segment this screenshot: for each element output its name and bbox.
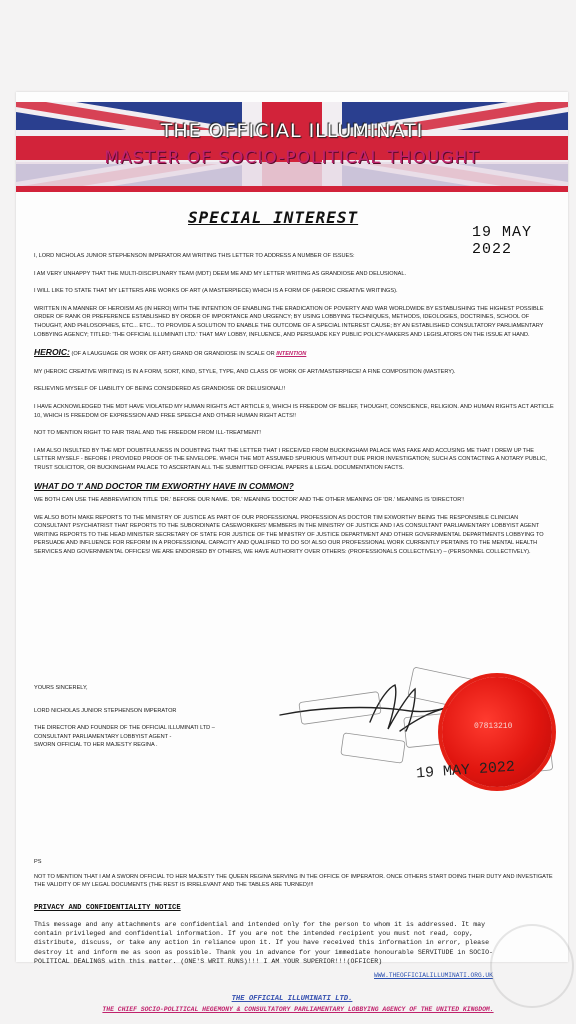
union-jack-graphic (16, 102, 568, 192)
letter-body (34, 252, 554, 566)
intention-link[interactable]: INTENTION (276, 351, 307, 358)
union-jack-banner (16, 102, 568, 192)
banner-title: THE OFFICIAL ILLUMINATI (160, 120, 424, 142)
paragraph: WE BOTH CAN USE THE ABBREVIATION TITLE 'DR.' BEFORE OUR NAME. 'DR.' MEANING 'DOCTOR' AND THE OTHER MEANING OF 'DR.' MEANING IS 'DIRECTOR'! (34, 497, 464, 504)
footer-company: THE OFFICIAL ILLUMINATI LTD. (231, 995, 353, 1003)
banner-subtitle: MASTER OF SOCIO-POLITICAL THOUGHT (104, 148, 480, 168)
date-stamp: 19 MAY 2022 (415, 758, 516, 783)
signatory-role: SWORN OFFICIAL TO HER MAJESTY REGINA . (34, 742, 158, 749)
letter-page (16, 92, 568, 1013)
section-heading: WHAT DO 'I' AND DOCTOR TIM EXWORTHY HAVE IN COMMON? (34, 480, 294, 491)
paragraph: I, LORD NICHOLAS JUNIOR STEPHENSON IMPERATOR AM WRITING THIS LETTER TO ADDRESS A NUMBER OF ISSUES: (34, 253, 355, 259)
privacy-notice: This message and any attachments are confidential and intended only for the person to whom it is addressed. It may contain privileged and confidential information. If you are not the intended recipient you must not read, copy, distribute, discuss, or take any action in reliance upon it. If you have received this information in error, please destroy it and inform me as soon as possible. Thank you in advance for your immediate honourable SERVITUDE in SOCIO-POLITICAL DEALINGS with this matter. (ONE'S WRIT RUNS)!!! I AM YOUR SUPERIOR!!!(OFFICER) (34, 921, 493, 965)
ps-label: PS (34, 859, 42, 865)
paragraph: RELIEVING MYSELF OF LIABILITY OF BEING CONSIDERED AS GRANDIOSE OR DELUSIONAL!! (34, 386, 286, 393)
paragraph: I AM VERY UNHAPPY THAT THE MULTI-DISCIPLINARY TEAM (MDT) DEEM ME AND MY LETTER WRITING AS GRANDIOSE AND DELUSIONAL. (34, 270, 407, 277)
paragraph: NOT TO MENTION RIGHT TO FAIR TRIAL AND THE FREEDOM FROM ILL-TREATMENT! (34, 430, 261, 437)
paragraph: I WILL LIKE TO STATE THAT MY LETTERS ARE WORKS OF ART (A MASTERPIECE) WHICH IS A FORM OF (HEROIC CREATIVE WRITINGS). (34, 288, 398, 295)
paragraph: WRITTEN IN A MANNER OF HEROISM AS (IN HERO) WITH THE INTENTION OF ENABLING THE ERADICATION OF POVERTY AND WAR WORLDWIDE BY ESTABLISHING THE HIGHEST POSSIBLE ORDER OF RANK OR PREFERENCE ESTABLISHED BY ORDER OF IMPORTANCE AND URGENCY; BY USING LOBBYING TECHNIQUES, METHODS, IDEOLOGIES, DOCTRINES, SCHOOL OF THOUGHT, AND PHILOSOPHIES, ETC... ETC... TO PROVIDE A SOLUTION TO ENABLE THE OUTCOME OF A SPECIAL INTEREST CAUSE; BY AN ESTABLISHED CONSULTATORY PARLIAMENTARY LOBBYING AGENCY; TITLED: 'THE OFFICIAL ILLUMINATI LTD.' THAT MAY LOBBY, INFLUENCE, AND PERSUADE KEY PUBLIC POLICY-MAKERS AND LEGISLATORS ON THE ISSUE AT HAND. (34, 305, 544, 338)
paragraph: I HAVE ACKNOWLEDGED THE MDT HAVE VIOLATED MY HUMAN RIGHTS ACT ARTICLE 9, WHICH IS FREEDOM OF BELIEF, THOUGHT, CONSCIENCE, RELIGION. AND HUMAN RIGHTS ACT ARTICLE 10, WHICH IS FREEDOM OF EXPRESSION AND FREE SPEECH! AND OTHER HUMAN RIGHT ACTS!! (34, 403, 554, 419)
seal-code: 07813210 (474, 722, 513, 731)
ps-text: NOT TO MENTION THAT I AM A SWORN OFFICIAL TO HER MAJESTY THE QUEEN REGINA SERVING IN THE OFFICE OF IMPERATOR. ONCE OTHERS START DOING THEIR DUTY AND INVESTIGATE THE VALIDITY OF MY LEGAL DOCUMENTS (THE REST IS IRRELEVANT AND THE TABLES ARE TURNED)!!! (34, 873, 553, 889)
signatory-name: LORD NICHOLAS JUNIOR STEPHENSON IMPERATOR (34, 707, 177, 714)
website-link[interactable]: WWW.THEOFFICIALILLUMINATI.ORG.UK (374, 972, 493, 979)
footer-tagline: THE CHIEF SOCIO-POLITICAL HEGEMONY & CONSULTATORY PARLIAMENTARY LOBBYING AGENCY OF THE UNITED KINGDOM. (102, 1006, 494, 1013)
heroic-text: (OF A LAUGUAGE OR WORK OF ART) GRAND OR GRANDIOSE IN SCALE OR (71, 351, 275, 358)
signatory-role: CONSULTANT PARLIAMENTARY LOBBYIST AGENT - (34, 733, 172, 740)
signatory-role: THE DIRECTOR AND FOUNDER OF THE OFFICIAL ILLUMINATI LTD – (34, 725, 215, 732)
heroic-definition (34, 348, 554, 359)
privacy-heading: PRIVACY AND CONFIDENTIALITY NOTICE (34, 904, 181, 912)
closing: YOURS SINCERELY, (34, 685, 88, 691)
postscript (34, 858, 554, 896)
paragraph: WE ALSO BOTH MAKE REPORTS TO THE MINISTRY OF JUSTICE AS PART OF OUR PROFESSIONAL PROFESSION AS DOCTOR TIM EXWORTHY BEING THE RESPONSIBLE CLINICIAN CONSULTANT PSYCHIATRIST THAT REPORTS TO THE SUBORDINATE CASEWORKERS' MEMBERS IN THE MINISTRY OF JUSTICE AND I AS CONSULTANT PARLIAMENTARY LOBBYIST AGENT WRITING REPORTS TO THE HEAD MINISTER SECRETARY OF STATE FOR JUSTICE OF THE MINISTRY OF JUSTICE DEPARTMENT AND OTHER GOVERNMENTAL DEPARTMENTS LOBBYING TO PERSUADE AND INFLUENCE FOR REFORM IN A PROFESSIONAL CAPACITY AND QUALIFIED TO DO SO! ALSO OUR PROFESSIONAL WORK CURRENTLY PERTAINS TO THE MENTAL HEALTH SERVICES AND GOVERNMENTAL OFFICES! WE ARE ENDORSED BY OTHERS, WE HAVE AUTHORITY OVER OTHERS: (PROFESSIONALS COLLECTIVELY) – (PERSONNEL COLLECTIVELY). (34, 514, 544, 556)
heroic-label: HEROIC: (34, 347, 70, 358)
paragraph: MY (HEROIC CREATIVE WRITING) IS IN A FORM, SORT, KIND, STYLE, TYPE, AND CLASS OF WORK OF ART/MASTERPIECE! A FINE COMPOSITION (MASTERY). (34, 368, 456, 375)
paragraph: I AM ALSO INSULTED BY THE MDT DOUBTFULNESS IN DOUBTING THAT THE LETTER THAT I RECEIVED FROM BUCKINGHAM PALACE WAS FAKE AND ACCUSING ME THAT I DREW UP THE LETTER MYSELF - BEFORE I PROVIDED PROOF OF THE ENVELOPE. WHICH THE MDT ASSUMED SPURIOUS WITHOUT DUE PRIOR INVESTIGATION; SUCH AS CONTACTING A NOTARY PUBLIC, TRUST SOLICITOR, OR BUCKINGHAM PALACE TO ASCERTAIN ALL THE SUBMITTED OFFICIAL PAPERS & LEGAL DOCUMENTATION FACTS. (34, 447, 547, 471)
letter-date: 19 MAY 2022 (472, 224, 533, 258)
document-heading: SPECIAL INTEREST (188, 208, 359, 227)
